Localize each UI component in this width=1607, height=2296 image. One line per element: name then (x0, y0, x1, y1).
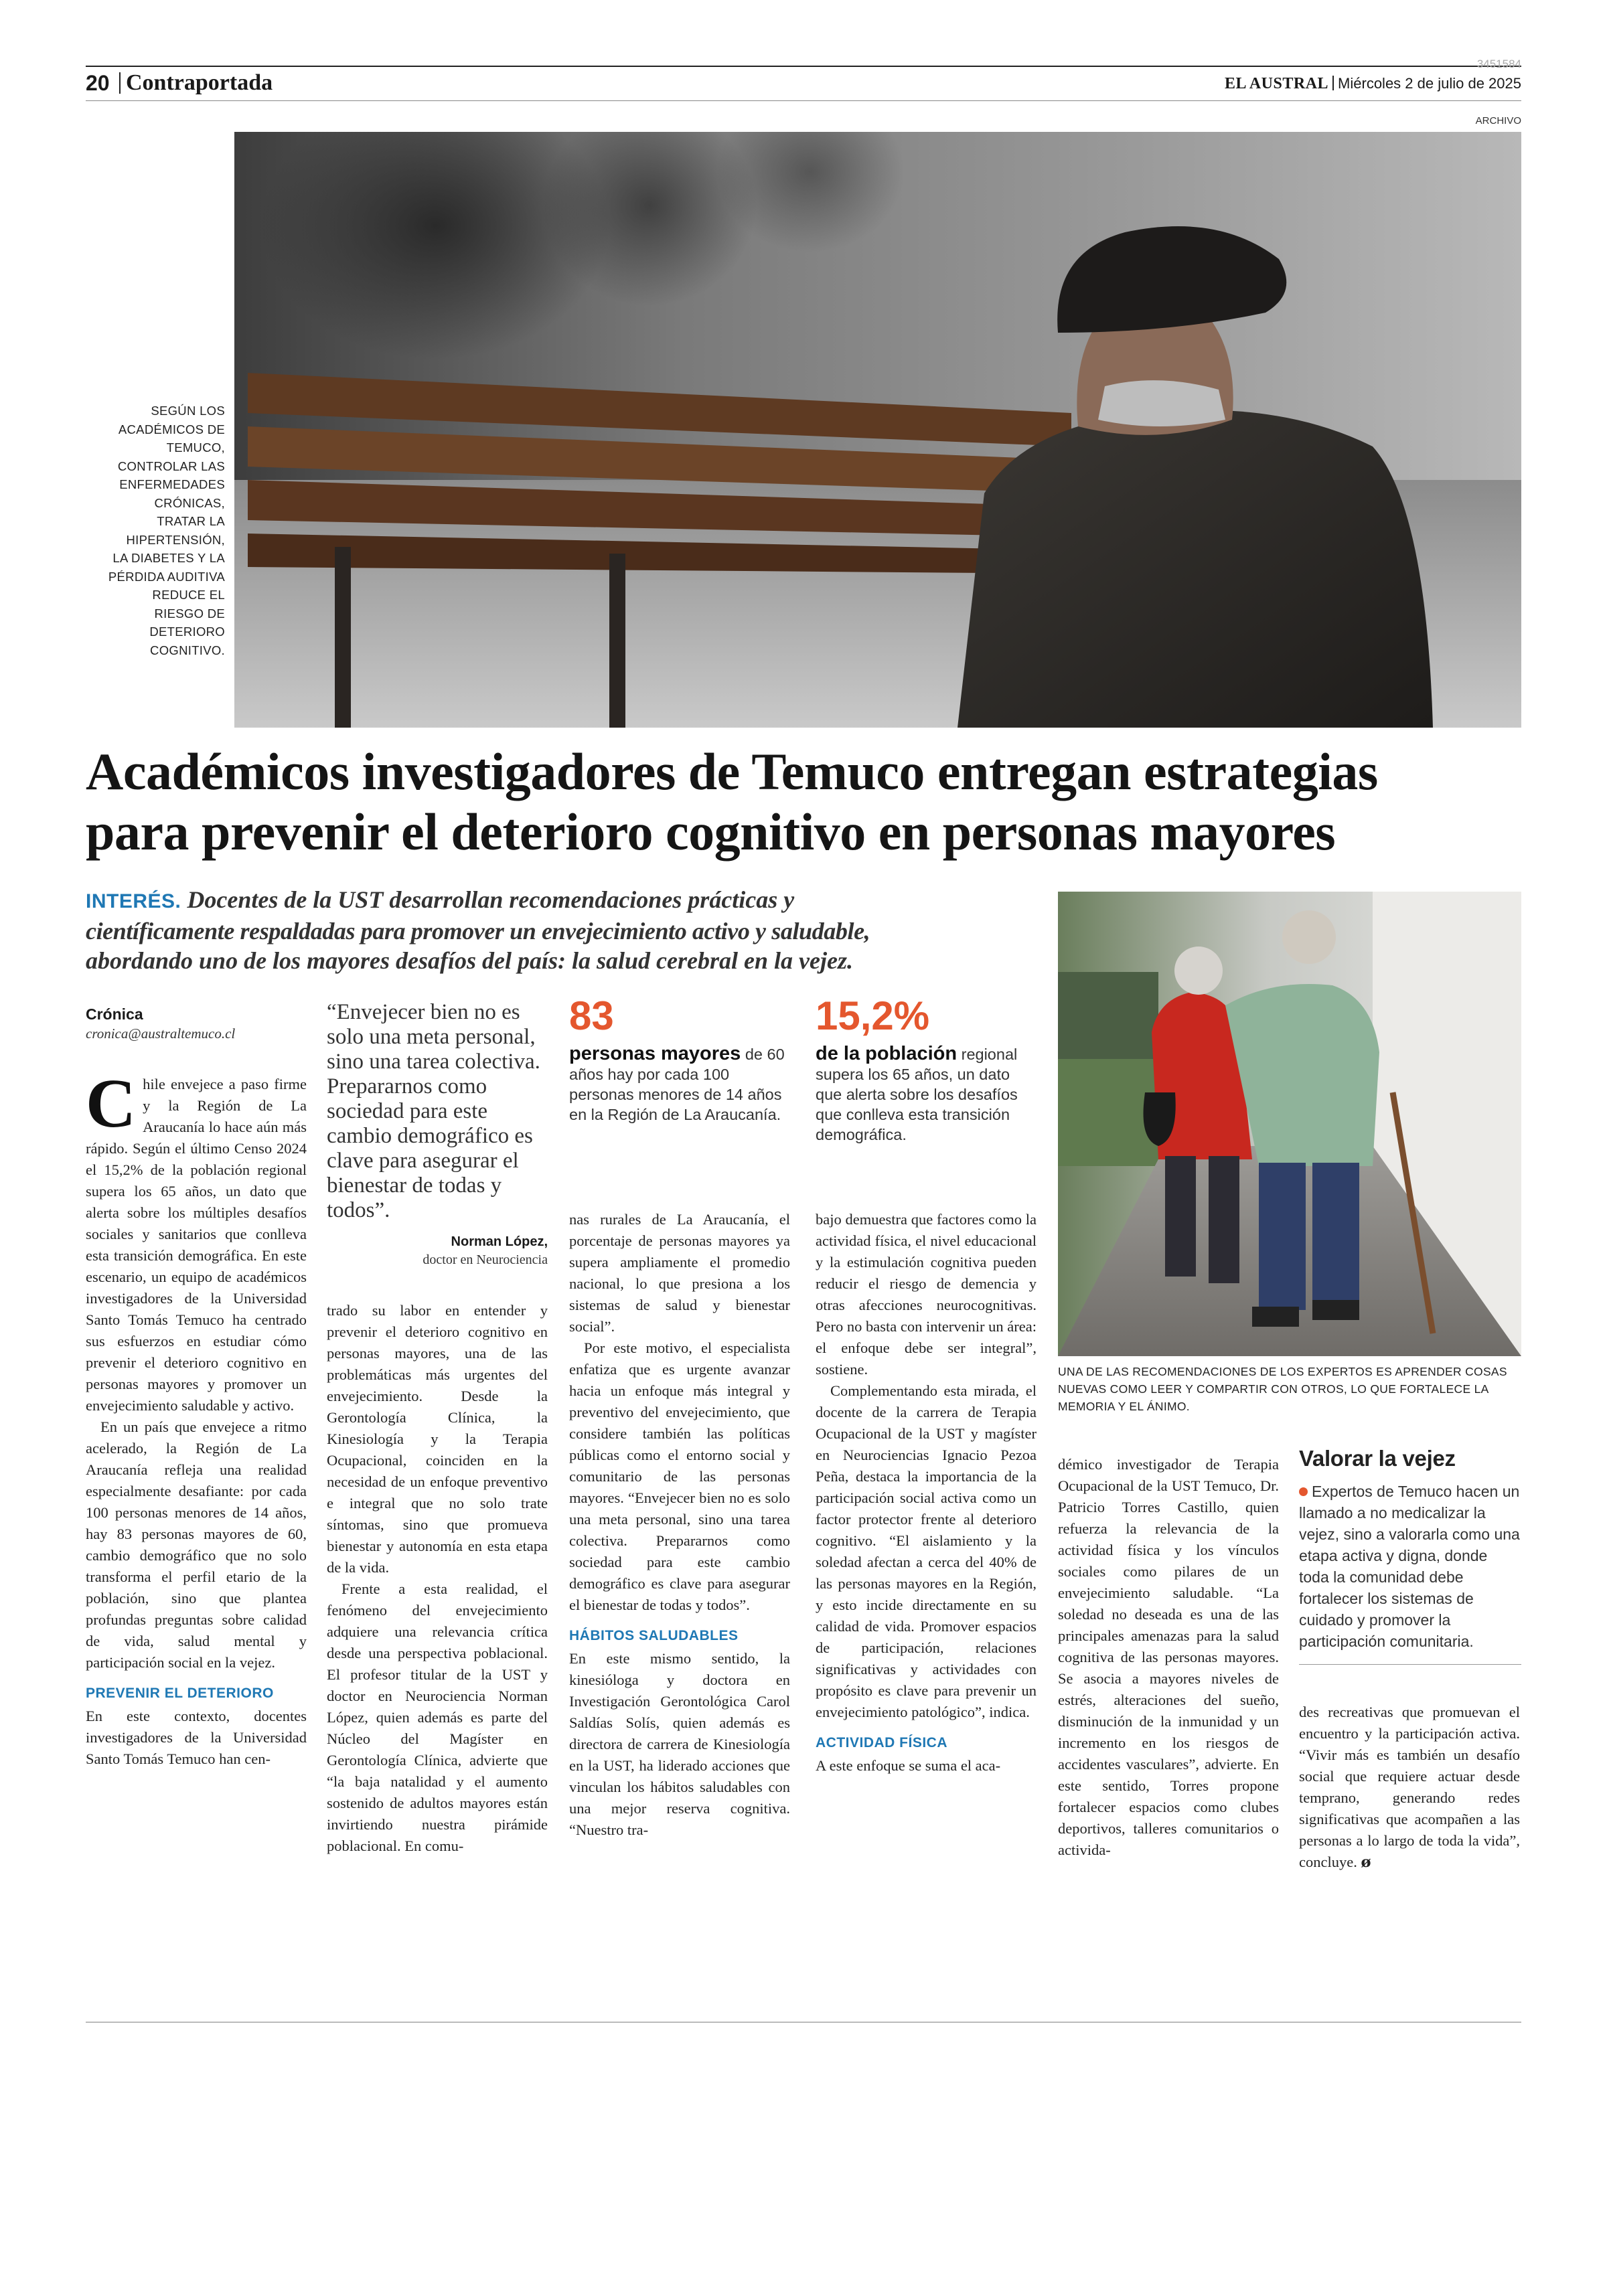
lead-line-2: científicamente respaldadas para promover un envejecimiento activo y saludable, (86, 918, 870, 945)
header-divider (119, 72, 121, 94)
quote-text: “Envejecer bien no es solo una meta personal, sino una tarea colectiva. Prepararnos como sociedad para este cambio demográfico es clave para asegurar el bienestar de todas y todos”. (327, 1000, 540, 1222)
header-bottom-rule (86, 100, 1521, 101)
elderly-couple-walking-photo (1058, 892, 1521, 1356)
subhead-actividad: ACTIVIDAD FÍSICA (816, 1735, 947, 1750)
pull-quote (327, 1000, 548, 1268)
lead (86, 885, 1037, 975)
lead-line-3: abordando uno de los mayores desafíos del país: la salud cerebral en la vejez. (86, 947, 853, 974)
stat-83-number: 83 (569, 993, 614, 1038)
top-photo (234, 132, 1521, 728)
column-5: démico investigador de Terapia Ocupacional de la UST Temuco, Dr. Patricio Torres Castillo, quien refuerza la relevancia de la actividad física y los vínculos sociales como pilares de un envejecimiento saludable. “La soledad no deseada es una de las principales amenazas para la salud cognitiva de las personas mayores. Se asocia a mayores niveles de estrés, alteraciones del sueño, disminución de la inmunidad y un incremento en los riesgos de accidentes vasculares”, advierte. En este sentido, Torres propone fortalecer espacios como clubes deportivos, talleres comunitarios o activida- (1058, 1456, 1279, 1858)
end-mark-icon: ø (1361, 1854, 1371, 1871)
byline (86, 1004, 313, 1043)
subhead-prevenir: PREVENIR EL DETERIORO (86, 1686, 274, 1701)
sidebar-text: Expertos de Temuco hacen un llamado a no medicalizar la vejez, sino a valorarla como una etapa activa y digna, donde toda la comunidad debe fortalecer los sistemas de cuidado y promover la participación comunitaria. (1299, 1483, 1520, 1650)
page-code: 3451584 (1476, 58, 1521, 70)
byline-name: Crónica (86, 1005, 143, 1023)
sidebar-box (1299, 1445, 1521, 1665)
top-photo-caption: SEGÚN LOS ACADÉMICOS DE TEMUCO, CONTROLAR LAS ENFERMEDADES CRÓNICAS, TRATAR LA HIPERTENSIÓN, LA DIABETES Y LA PÉRDIDA AUDITIVA REDUCE EL RIESGO DE DETERIORO COGNITIVO. (108, 404, 225, 657)
photo-credit: ARCHIVO (1475, 115, 1521, 127)
sidebar-divider (1299, 1664, 1521, 1665)
footer-rule (86, 2022, 1521, 2023)
sidebar-bullet-icon (1299, 1487, 1308, 1496)
header-right (1225, 74, 1521, 94)
dropcap: C (86, 1065, 137, 1142)
sidebar-title: Valorar la vejez (1299, 1446, 1456, 1471)
right-photo (1058, 892, 1521, 1356)
column-6: des recreativas que promuevan el encuentro y la participación activa. “Vivir más es también un desafío social que requiere actuar desde temprano, generando redes significativas que acompañen a las personas a lo largo de toda la vida”, concluye. ø (1299, 1704, 1520, 1871)
stat-83 (569, 994, 790, 1125)
subhead-habitos: HÁBITOS SALUDABLES (569, 1628, 739, 1643)
quote-role: doctor en Neurociencia (423, 1252, 548, 1267)
right-photo-caption: UNA DE LAS RECOMENDACIONES DE LOS EXPERTOS ES APRENDER COSAS NUEVAS COMO LEER Y COMPARTIR CON OTROS, LO QUE FORTALECE LA MEMORIA Y EL ÁNIMO. (1058, 1365, 1507, 1413)
date-divider (1332, 76, 1334, 90)
byline-email[interactable]: cronica@australtemuco.cl (86, 1026, 236, 1042)
stat-83-text: personas mayores de 60 años hay por cada 100 personas menores de 14 años en la Región de La Araucanía. (569, 1043, 785, 1123)
column-2: trado su labor en entender y prevenir el deterioro cognitivo en personas mayores, una de las problemáticas más urgentes del envejecimiento. Desde la Gerontología Clínica, la Kinesiología y la Terapia Ocupacional, coinciden en la necesidad de un enfoque preventivo e integral que no solo trate síntomas, sino que promueva bienestar y autonomía en esta etapa de la vida. Frente a esta realidad, el fenómeno del envejecimiento adquiere una relevancia crítica desde una perspectiva poblacional. El profesor titular de la UST y doctor en Neurociencia Norman López, quien además es parte del Núcleo del Magíster en Gerontología Clínica, advierte que “la baja natalidad y el aumento sostenido de adultos mayores están invirtiendo nuestra pirámide poblacional. En comu- (327, 1302, 548, 1854)
section-name: Contraportada (126, 70, 273, 95)
stat-15-number: 15,2% (816, 993, 930, 1038)
page-number: 20 (86, 71, 110, 95)
newspaper-name: EL AUSTRAL (1224, 75, 1329, 92)
elderly-man-on-bench-photo (234, 132, 1521, 728)
headline-line-2: para prevenir el deterioro cognitivo en personas mayores (86, 803, 1336, 861)
header-top-rule (86, 66, 1521, 67)
stat-15-text: de la población regional supera los 65 años, un dato que alerta sobre los desafíos que conlleva esta transición demográfica. (816, 1043, 1018, 1143)
headline-line-1: Académicos investigadores de Temuco entregan estrategias (86, 742, 1378, 801)
lead-label: INTERÉS. (86, 890, 181, 912)
column-1: Chile envejece a paso firme y la Región de La Araucanía lo hace aún más rápido. Según el último Censo 2024 el 15,2% de la población regional supera los 65 años, un dato que alerta sobre los múltiples desafíos sociales y sanitarios que conlleva esta transición demográfica. En este escenario, un equipo de académicos investigadores de la Universidad Santo Tomás Temuco ha centrado sus esfuerzos en estudiar cómo prevenir el deterioro cognitivo en personas mayores y promover un envejecimiento saludable y activo. En un país que envejece a ritmo acelerado, la Región de La Araucanía refleja una realidad especialmente desafiante: por cada 100 personas menores de 14 años, hay 83 personas mayores de 60, cambio demográfico que no solo transforma el perfil etario de la población, sino que plantea profundas preguntas sobre calidad de vida, salud mental y participación social en la vejez. PREVENIR EL DETERIORO En este contexto, docentes investigadores de la Universidad Santo Tomás Temuco han cen- (86, 1065, 307, 1767)
issue-date: Miércoles 2 de julio de 2025 (1338, 75, 1521, 92)
stat-15 (816, 994, 1037, 1145)
quote-author: Norman López, (451, 1234, 548, 1249)
column-4: bajo demuestra que factores como la actividad física, el nivel educacional y la estimulación cognitiva pueden reducir el riesgo de demencia y otras afecciones neurocognitivas. Pero no basta con intervenir un área: el enfoque debe ser integral”, sostiene. Complementando esta mirada, el docente de la carrera de Terapia Ocupacional de la UST y magíster en Neurociencias Ignacio Pezoa Peña, destaca la importancia de la participación social activa como un factor protector frente al deterioro cognitivo. “El aislamiento y la soledad afectan a cerca del 40% de las personas mayores en la Región, y esto incide directamente en su calidad de vida. Promover espacios de participación, relaciones significativas y actividades con propósito es clave para prevenir un envejecimiento patológico”, indica. ACTIVIDAD FÍSICA A este enfoque se suma el aca- (816, 1211, 1037, 1774)
lead-line-1: INTERÉS. Docentes de la UST desarrollan recomendaciones prácticas y (86, 886, 795, 913)
headline (86, 742, 1521, 862)
column-3: nas rurales de La Araucanía, el porcentaje de personas mayores ya supera ampliamente el promedio nacional, lo que presiona a los sistemas de salud y bienestar social”. Por este motivo, el especialista enfatiza que es urgente avanzar hacia un enfoque más integral y preventivo del envejecimiento, que considere también las políticas públicas como el entorno social y comunitario de las personas mayores. “Envejecer bien no es solo una meta personal, sino una tarea colectiva. Prepararnos como sociedad para este cambio demográfico es clave para asegurar el bienestar de todas y todos”. HÁBITOS SALUDABLES En este mismo sentido, la kinesióloga y doctora en Investigación Gerontológica Carol Saldías Solís, quien además es directora de carrera de Kinesiología en la UST, ha liderado acciones que vinculan los hábitos saludables con una mejor reserva cognitiva. “Nuestro tra- (569, 1211, 790, 1838)
